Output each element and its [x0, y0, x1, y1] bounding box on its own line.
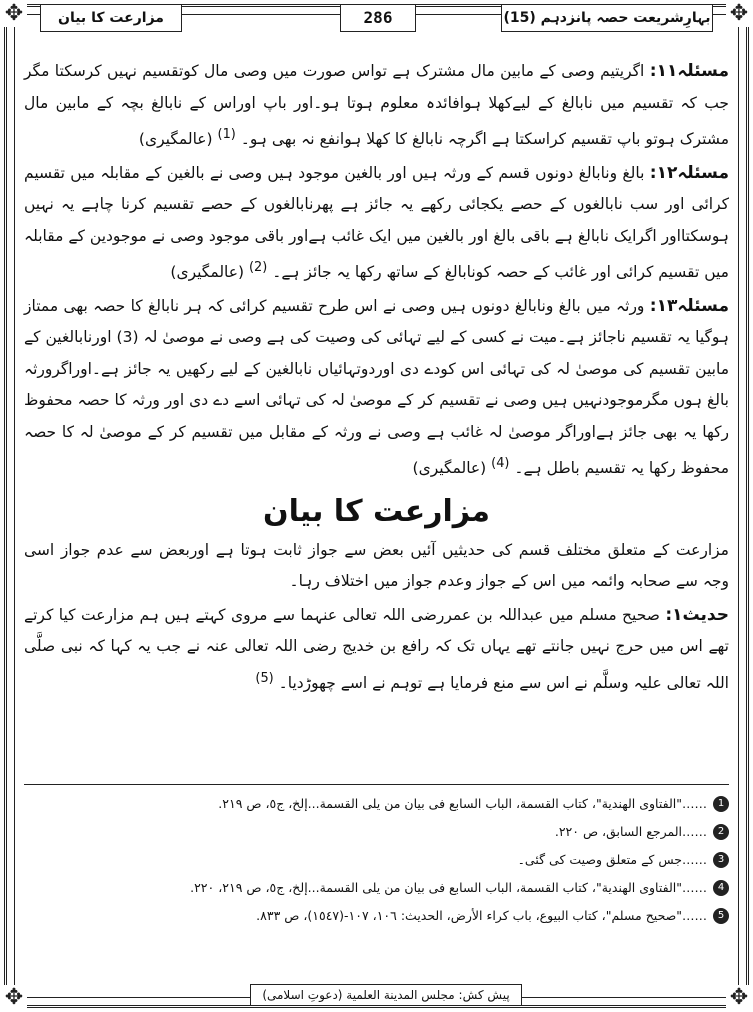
page-footer	[0, 980, 753, 1008]
footnote-text: ……جس کے متعلق وصیت کی گئی۔	[517, 852, 707, 867]
reference: (عالمگیری)	[170, 263, 245, 282]
footnote-item	[24, 818, 729, 846]
footnote-number: 5	[713, 908, 729, 924]
chapter-title: مزارعت کا بیان	[40, 4, 182, 32]
footnote-number: 4	[713, 880, 729, 896]
corner-ornament-icon: ✥	[1, 1, 27, 27]
masala-11	[24, 56, 729, 156]
footnote-marker: (4)	[491, 456, 510, 472]
footnote-marker: (1)	[217, 127, 236, 142]
footnote-item	[24, 846, 729, 874]
masala-13	[24, 291, 729, 485]
page-header	[40, 4, 713, 32]
footnote-divider	[24, 784, 729, 785]
footnote-text: ……"صحيح مسلم"، كتاب البيوع، باب كراء الأرض، الحديث: ١٠٦، ١٠٧-(١٥٤٧)، ص ٨٣٣.	[256, 908, 707, 923]
footnote-number: 3	[713, 852, 729, 868]
masala-text: ورثہ میں بالغ ونابالغ دونوں ہیں وصی نے اس طرح تقسیم کرائی کہ ہر نابالغ کا حصہ بھی ممتاز ہوگیا یہ تقسیم ناجائز ہے۔میت نے کسی کے لیے تہائی کی وصیت کی ہے وصی نے موصیٰ لہ (3) اورنابالغین کے مابین تقسیم کی موصیٰ لہ کی تہائی اس کودے دی اوردوتہائیاں نابالغین کے لیے رکھیں یہ جائز ہے۔اوراگرورثہ بالغ ہوں مگرموجودنہیں ہیں وصی نے تقسیم کر کے موصیٰ لہ کی تہائی اسے دے دی اور ورثہ کا حصہ محفوظ رکھا یہ بھی جائز ہےاوراگر موصیٰ لہ غائب ہے وصی نے ورثہ کے مقابل میں تقسیم کر کے موصیٰ لہ کا حصہ محفوظ رکھا یہ تقسیم باطل ہے۔	[24, 296, 730, 478]
footnote-marker: (2)	[249, 260, 268, 276]
hadith-text: صحیح مسلم میں عبداللہ بن عمررضی اللہ تعالی عنہما سے مروی کہتے ہیں ہم مزارعت کیا کرتے تھے اس میں حرج نہیں جانتے تھے یہاں تک کہ رافع بن خدیج رضی اللہ تعالی عنہ نے جب یہ کہا کہ نبی صلَّی اللہ تعالی علیہ وسلَّم نے اس سے منع فرمایا ہے توہم نے اسے چھوڑدیا۔	[24, 605, 729, 693]
footnote-item	[24, 874, 729, 902]
footnote-marker: (5)	[255, 670, 274, 686]
footnote-number: 2	[713, 824, 729, 840]
corner-ornament-icon: ✥	[726, 985, 752, 1011]
masala-text: بالغ ونابالغ دونوں قسم کے ورثہ ہیں اور بالغین موجود ہیں وصی نے بالغین کے مقابلہ میں تقسیم کرائی اور سب نابالغوں کے حصے یکجائی رکھے یہ جائز ہے پھرنابالغوں کے حصے تقسیم کرنا چاہے یہ نہیں ہوسکتااور اگرایک نابالغ ہے باقی بالغ اور بالغین میں ایک غائب ہےاور باقی موجود وصی نے موجودین کے مقابلہ میں تقسیم کرائی اور غائب کے حصہ کونابالغ کے ساتھ رکھا یہ جائز ہے۔	[24, 163, 729, 282]
footnote-item	[24, 902, 729, 930]
masala-text: اگریتیم وصی کے مابین مال مشترک ہے تواس صورت میں وصی مال کوتقسیم نہیں کرسکتا مگر جب کہ تقسیم میں نابالغ کے لیےکھلا ہوافائدہ معلوم ہوتا ہو۔اور باپ اوراس کے نابالغ بچہ کے مابین مال مشترک ہوتو باپ تقسیم کراسکتا ہے اگرچہ نابالغ کا کھلا ہوانفع نہ بھی ہو۔	[24, 62, 729, 149]
masala-label: مسئلہ۱۲:	[649, 162, 729, 183]
footnotes	[24, 790, 729, 930]
corner-ornament-icon: ✥	[726, 1, 752, 27]
corner-ornament-icon: ✥	[1, 985, 27, 1011]
footnote-text: ……"الفتاوى الهندية"، كتاب القسمة، الباب السابع فى بيان من يلى القسمة...إلخ، ج٥، ص ٢١٩، ٢٢٠.	[190, 880, 707, 895]
masala-label: مسئلہ۱۳:	[649, 295, 729, 316]
footnote-number: 1	[713, 796, 729, 812]
reference: (عالمگیری)	[138, 130, 213, 149]
masala-12	[24, 158, 729, 289]
masala-label: مسئلہ۱۱:	[649, 61, 729, 81]
hadith-1	[24, 600, 729, 700]
intro-paragraph: مزارعت کے متعلق مختلف قسم کی حدیثیں آئیں بعض سے جواز ثابت ہوتا ہے اوربعض سے عدم جواز اسی وجہ سے صحابہ وائمہ میں اس کے جواز وعدم جواز میں اختلاف رہا۔	[24, 540, 729, 591]
page-body	[24, 56, 729, 702]
book-title: بہارِشریعت حصہ پانزدہم (15)	[501, 4, 713, 32]
publisher-credit: پیش کش: مجلس المدینة العلمیة (دعوتِ اسلامی)	[250, 984, 522, 1006]
footnote-text: ……المرجع السابق، ص ٢٢٠.	[554, 824, 707, 839]
page-number: 286	[340, 4, 416, 32]
section-heading: مزارعت کا بیان	[262, 493, 491, 529]
footnote-item	[24, 790, 729, 818]
hadith-label: حدیث۱:	[665, 604, 729, 625]
reference: (عالمگیری)	[412, 459, 487, 478]
footnote-text: ……"الفتاوى الهندية"، كتاب القسمة، الباب السابع فى بيان من يلى القسمة...إلخ، ج٥، ص ٢١٩.	[218, 796, 707, 811]
